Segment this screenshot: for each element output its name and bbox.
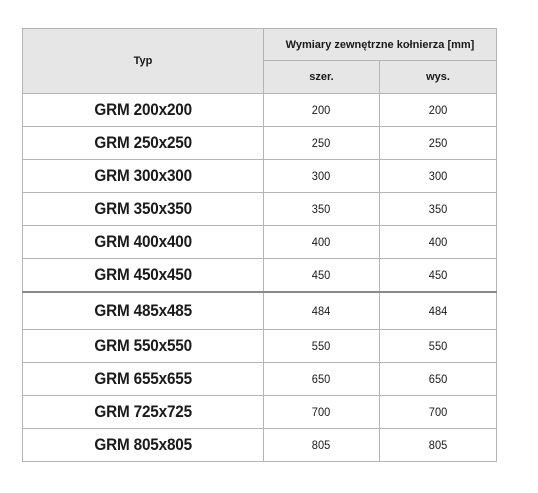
model-name: GRM 350x350 <box>94 199 192 218</box>
height-cell <box>380 330 497 363</box>
width-cell <box>264 363 380 396</box>
model-cell <box>23 160 264 193</box>
dimensions-table <box>22 28 497 462</box>
width-column-header: szer. <box>264 61 380 94</box>
width-cell <box>264 396 380 429</box>
height-cell <box>380 363 497 396</box>
model-name: GRM 485x485 <box>94 301 192 320</box>
height-value: 484 <box>428 304 448 318</box>
model-cell <box>23 429 264 462</box>
width-value: 200 <box>312 103 331 117</box>
table-row <box>23 160 497 193</box>
height-value: 200 <box>428 103 448 117</box>
width-cell <box>264 94 380 127</box>
table-row <box>23 363 497 396</box>
height-value: 450 <box>428 268 448 282</box>
height-column-header: wys. <box>380 61 497 94</box>
height-value: 650 <box>428 372 448 386</box>
table-row <box>23 429 497 462</box>
width-value: 300 <box>312 169 331 183</box>
dimensions-group-header: Wymiary zewnętrzne kołnierza [mm] <box>264 29 497 61</box>
model-name: GRM 200x200 <box>94 100 192 119</box>
height-cell <box>380 396 497 429</box>
width-value: 650 <box>312 372 331 386</box>
height-cell <box>380 226 497 259</box>
height-cell <box>380 127 497 160</box>
width-value: 450 <box>312 268 331 282</box>
table-row <box>23 226 497 259</box>
width-cell <box>264 292 380 330</box>
model-name: GRM 450x450 <box>94 265 192 284</box>
model-name: GRM 725x725 <box>94 402 192 421</box>
width-value: 250 <box>312 136 331 150</box>
height-cell <box>380 259 497 293</box>
width-value: 700 <box>312 405 331 419</box>
table-row <box>23 94 497 127</box>
height-value: 300 <box>428 169 448 183</box>
width-value: 484 <box>312 304 331 318</box>
width-cell <box>264 127 380 160</box>
width-cell <box>264 429 380 462</box>
model-cell <box>23 94 264 127</box>
width-value: 350 <box>312 202 331 216</box>
model-cell <box>23 127 264 160</box>
table-row <box>23 127 497 160</box>
model-name: GRM 805x805 <box>94 435 192 454</box>
model-name: GRM 655x655 <box>94 369 192 388</box>
model-cell <box>23 226 264 259</box>
model-name: GRM 400x400 <box>94 232 192 251</box>
width-value: 550 <box>312 339 331 353</box>
width-value: 400 <box>312 235 331 249</box>
model-cell <box>23 396 264 429</box>
height-cell <box>380 193 497 226</box>
model-cell <box>23 363 264 396</box>
height-value: 805 <box>428 438 448 452</box>
table-row <box>23 259 497 293</box>
table-row <box>23 330 497 363</box>
height-value: 400 <box>428 235 448 249</box>
header-row <box>23 29 497 61</box>
model-name: GRM 300x300 <box>94 166 192 185</box>
width-value: 805 <box>312 438 331 452</box>
width-cell <box>264 160 380 193</box>
height-value: 350 <box>428 202 448 216</box>
width-cell <box>264 259 380 293</box>
model-name: GRM 550x550 <box>94 336 192 355</box>
model-cell <box>23 259 264 293</box>
width-cell <box>264 330 380 363</box>
model-name: GRM 250x250 <box>94 133 192 152</box>
table-row <box>23 396 497 429</box>
height-cell <box>380 160 497 193</box>
height-cell <box>380 94 497 127</box>
height-value: 700 <box>428 405 448 419</box>
height-cell <box>380 429 497 462</box>
model-cell <box>23 193 264 226</box>
height-cell <box>380 292 497 330</box>
height-value: 250 <box>428 136 448 150</box>
width-cell <box>264 226 380 259</box>
height-value: 550 <box>428 339 448 353</box>
type-column-header: Typ <box>23 29 264 94</box>
table-row <box>23 292 497 330</box>
width-cell <box>264 193 380 226</box>
model-cell <box>23 292 264 330</box>
table-row <box>23 193 497 226</box>
model-cell <box>23 330 264 363</box>
